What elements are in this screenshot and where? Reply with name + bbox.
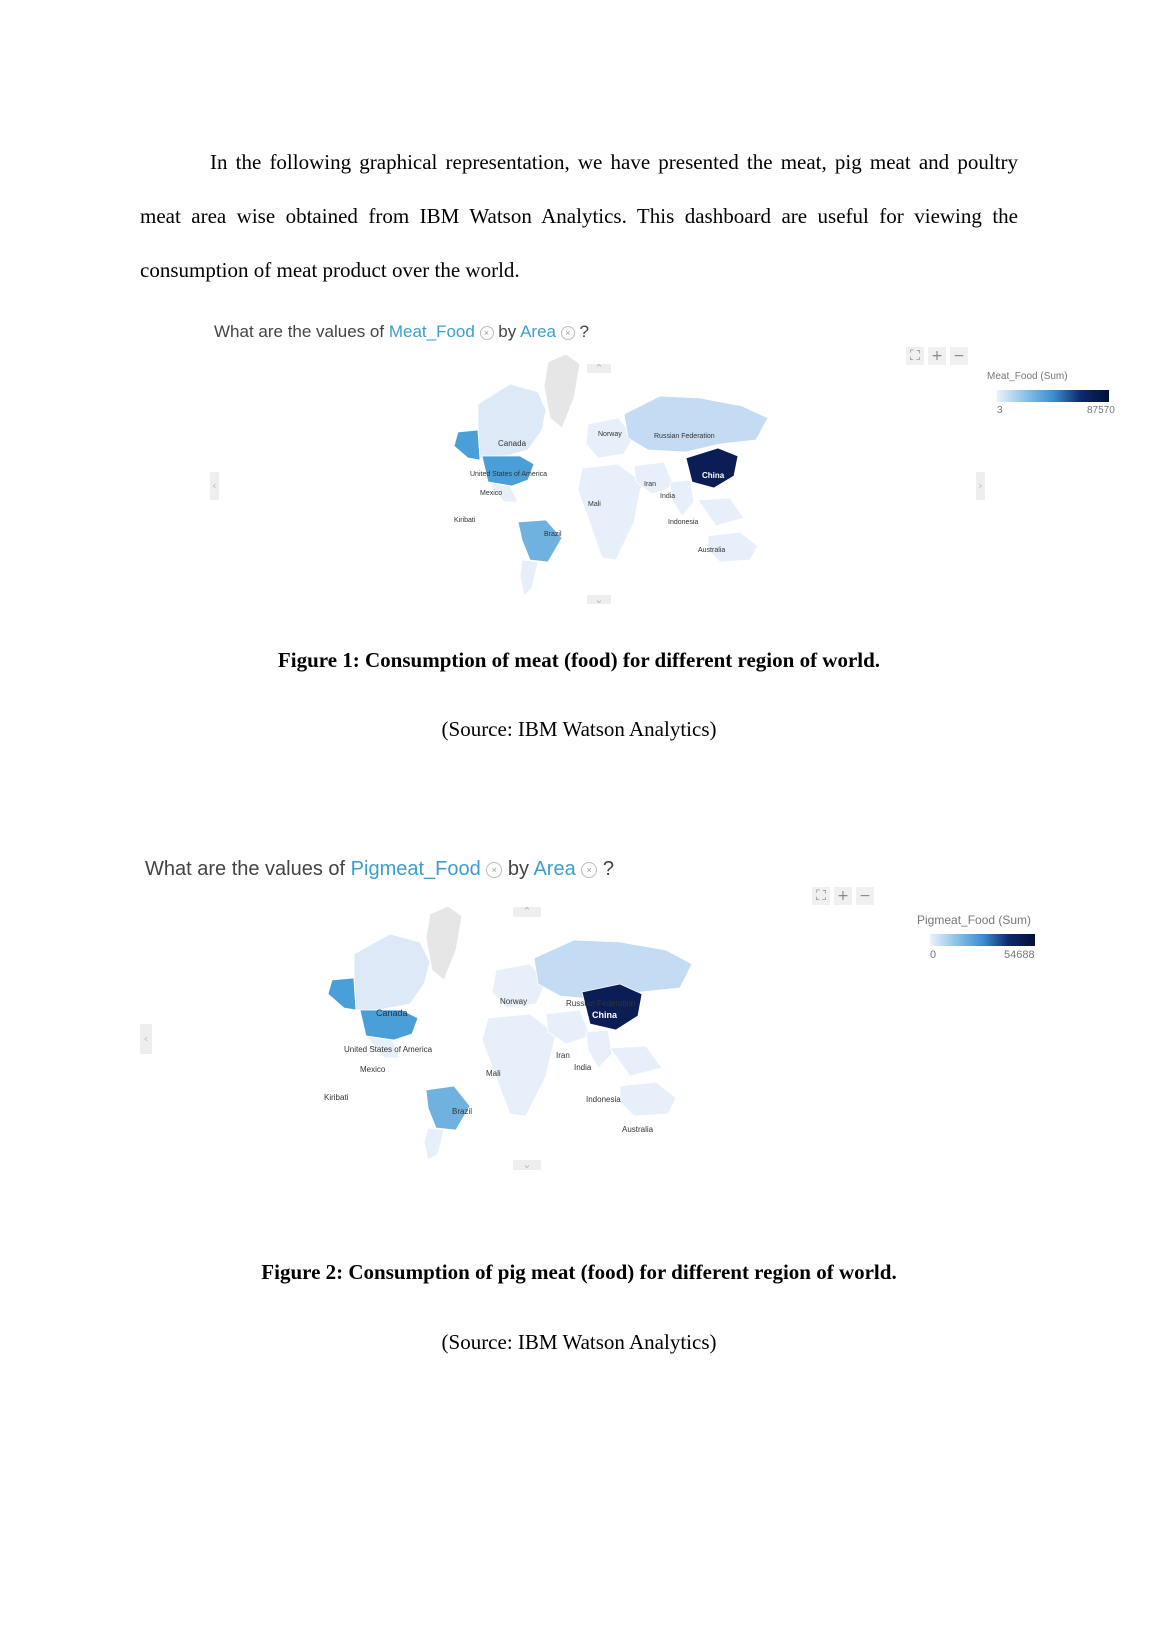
field-chip-area[interactable]: Area xyxy=(533,858,576,880)
south-america-region[interactable] xyxy=(520,560,538,596)
map-label: United States of America xyxy=(470,471,548,478)
legend-min-2: 0 xyxy=(930,949,937,961)
map-label: India xyxy=(660,493,676,500)
scroll-left-button[interactable]: ‹ xyxy=(140,1024,152,1054)
map-label: Mexico xyxy=(360,1065,386,1074)
africa-region[interactable] xyxy=(482,1014,556,1116)
scroll-left-button[interactable]: ‹ xyxy=(210,472,219,500)
map-label: Canada xyxy=(376,1008,408,1018)
scroll-up-button[interactable]: ⌃ xyxy=(513,907,541,917)
scroll-down-button[interactable]: ⌄ xyxy=(587,595,611,604)
map-label: Iran xyxy=(644,481,657,488)
map-label: Mexico xyxy=(480,490,503,497)
map-label: Indonesia xyxy=(586,1095,621,1104)
map-label: Brazil xyxy=(452,1107,473,1116)
question-by: by xyxy=(498,322,517,341)
fullscreen-icon[interactable]: ⛶ xyxy=(906,347,924,365)
world-map-1 xyxy=(438,340,858,610)
legend-max-1: 87570 xyxy=(1087,405,1115,416)
legend-max-2: 54688 xyxy=(1004,949,1035,961)
world-map-2 xyxy=(320,892,740,1162)
map-label: India xyxy=(574,1063,592,1072)
zoom-controls-2 xyxy=(812,887,874,905)
legend-gradient-2 xyxy=(930,934,1035,946)
map-label: Australia xyxy=(698,547,726,554)
russia-region[interactable] xyxy=(624,396,768,452)
zoom-out-button[interactable]: − xyxy=(856,887,874,905)
zoom-in-button[interactable]: + xyxy=(834,887,852,905)
alaska-region[interactable] xyxy=(328,978,356,1010)
australia-region[interactable] xyxy=(620,1082,676,1116)
question-suffix: ? xyxy=(579,322,589,341)
canada-region[interactable] xyxy=(354,934,430,1010)
field-chip-area[interactable]: Area xyxy=(520,322,556,341)
zoom-in-button[interactable]: + xyxy=(928,347,946,365)
fullscreen-icon[interactable]: ⛶ xyxy=(812,887,830,905)
map-regions xyxy=(328,906,692,1160)
remove-field-icon[interactable]: × xyxy=(486,862,502,878)
map-label: United States of America xyxy=(344,1045,433,1054)
greenland-region[interactable] xyxy=(426,906,462,980)
brazil-region[interactable] xyxy=(518,520,562,562)
map-label: Russian Federation xyxy=(566,999,636,1008)
zoom-out-button[interactable]: − xyxy=(950,347,968,365)
map-label: Indonesia xyxy=(668,519,699,526)
southeast-asia-region[interactable] xyxy=(698,498,744,526)
remove-area-icon[interactable]: × xyxy=(561,326,575,340)
map-label: Norway xyxy=(598,431,622,438)
china-region[interactable] xyxy=(686,448,738,488)
scroll-right-button[interactable]: › xyxy=(976,472,985,500)
question-prefix: What are the values of xyxy=(214,322,385,341)
question-suffix: ? xyxy=(602,858,614,880)
zoom-controls-1 xyxy=(906,347,968,365)
map-label: Norway xyxy=(500,997,528,1006)
figure-2-source: (Source: IBM Watson Analytics) xyxy=(441,1330,717,1354)
map-label: China xyxy=(702,471,725,480)
greenland-region[interactable] xyxy=(544,354,580,428)
figure-1-caption: Figure 1: Consumption of meat (food) for different region of world. xyxy=(277,648,881,672)
question-bar-1 xyxy=(214,322,589,342)
legend-gradient-1 xyxy=(997,390,1109,402)
map-label: Australia xyxy=(622,1125,654,1134)
figure-2-caption: Figure 2: Consumption of pig meat (food) for different region of world. xyxy=(261,1260,897,1284)
question-by: by xyxy=(507,858,529,880)
map-label: Russian Federation xyxy=(654,433,715,440)
remove-field-icon[interactable]: × xyxy=(480,326,494,340)
field-chip-meat-food[interactable]: Meat_Food xyxy=(388,322,475,341)
field-chip-pigmeat-food[interactable]: Pigmeat_Food xyxy=(350,858,481,880)
legend-min-1: 3 xyxy=(997,405,1003,416)
scroll-down-button[interactable]: ⌄ xyxy=(513,1160,541,1170)
question-bar-2 xyxy=(145,858,614,881)
africa-region[interactable] xyxy=(578,464,642,560)
alaska-region[interactable] xyxy=(454,430,480,460)
figure-1-source: (Source: IBM Watson Analytics) xyxy=(441,717,717,741)
legend-title-2: Pigmeat_Food (Sum) xyxy=(917,913,1032,927)
remove-area-icon[interactable]: × xyxy=(581,862,597,878)
southeast-asia-region[interactable] xyxy=(610,1046,662,1076)
intro-paragraph: In the following graphical representation, we have presented the meat, pig meat and poultry meat area wise obtained from IBM Watson Analytics. This dashboard are useful for viewing the consumption of meat product over the world. xyxy=(140,150,1018,282)
map-label: Canada xyxy=(498,439,527,448)
legend-title-1: Meat_Food (Sum) xyxy=(987,371,1068,382)
scroll-up-button[interactable]: ⌃ xyxy=(587,364,611,373)
question-prefix: What are the values of xyxy=(145,858,346,880)
map-label: Mali xyxy=(588,501,601,508)
south-america-region[interactable] xyxy=(424,1128,444,1160)
map-label: Iran xyxy=(556,1051,570,1060)
map-label: China xyxy=(592,1010,618,1020)
map-label: Kiribati xyxy=(324,1093,349,1102)
map-label: Mali xyxy=(486,1069,501,1078)
map-label: Kiribati xyxy=(454,517,476,524)
map-label: Brazil xyxy=(544,531,562,538)
